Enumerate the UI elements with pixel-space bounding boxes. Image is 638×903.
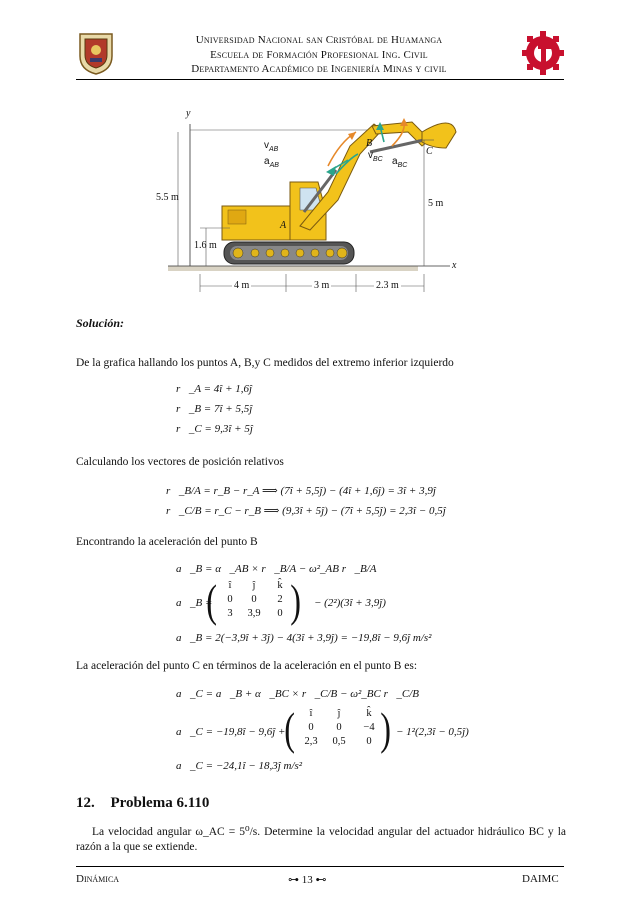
paragraph-relative-vectors: Calculando los vectores de posición relativos (76, 456, 284, 468)
y-axis-label: y (186, 108, 191, 119)
matrix2-right-paren: ) (380, 703, 392, 754)
section-number: 12. (76, 795, 95, 811)
matrix2-cell: 2,3 (304, 736, 318, 747)
label-v-bc: $v_{BC}$ (368, 150, 383, 163)
matrix-2 (298, 708, 384, 747)
matrix2-cell: 0,5 (332, 736, 346, 747)
section-title: Problema 6.110 (110, 795, 210, 811)
equation-a-c-1: a⃗_C = a⃗_B + α⃗_BC × r⃗_C/B − ω²_BC r⃗_C/B (176, 688, 420, 700)
paragraph-points: De la grafica hallando los puntos A, B,y C medidos del extremo inferior izquierdo (76, 357, 454, 369)
header-school: Escuela de Formación Profesional Ing. Civil (210, 49, 428, 61)
label-point-c: C (426, 146, 433, 157)
matrix1-cell: 0 (227, 594, 233, 605)
matrix2-cell: 0 (308, 722, 314, 733)
matrix1-cell: 0 (251, 594, 257, 605)
dim-5m: 5 m (428, 198, 444, 209)
matrix2-cell: k̂ (366, 708, 372, 719)
equation-r-ba: r⃗_B/A = r_B − r_A ⟹ (7î + 5,5ĵ) − (4î + 1,6ĵ) = 3î + 3,9ĵ (166, 485, 436, 497)
matrix1-right-paren: ) (290, 575, 302, 626)
footer-right: DAIMC (522, 873, 559, 885)
equation-r-b: r⃗_B = 7î + 5,5ĵ (176, 403, 253, 415)
paragraph-acceleration-b: Encontrando la aceleración del punto B (76, 536, 258, 548)
label-v-ab: $v_{AB}$ (264, 140, 279, 153)
dim-4m: 4 m (234, 280, 250, 291)
matrix1-cell: î (228, 580, 232, 591)
paragraph-problem-statement: La velocidad angular ω_AC = 5⁰/s. Determine la velocidad angular del actuador hidráulico BC y la razón a la que se extiende. (76, 826, 566, 853)
equation-a-c-2-lhs: a⃗_C = −19,8î − 9,6ĵ + (176, 726, 286, 738)
label-a-bc: $a_{BC}$ (392, 156, 408, 169)
header-rule (76, 79, 564, 80)
matrix-1 (220, 580, 292, 619)
equation-a-b-2-lhs: a⃗_B = (176, 597, 213, 609)
page-number: ⊶ 13 ⊷ (288, 874, 327, 886)
label-a-ab: $a_{AB}$ (264, 156, 279, 169)
matrix2-cell: −4 (363, 722, 375, 733)
equation-r-cb: r⃗_C/B = r_C − r_B ⟹ (9,3î + 5ĵ) − (7î + 5,5ĵ) = 2,3î − 0,5ĵ (166, 505, 446, 517)
matrix1-cell: 2 (277, 594, 283, 605)
dim-2-3m: 2.3 m (376, 280, 399, 291)
matrix2-cell: 0 (366, 736, 372, 747)
matrix2-cell: ĵ (337, 708, 341, 719)
dim-5-5m: 5.5 m (156, 192, 179, 203)
x-axis-label: x (452, 260, 457, 271)
equation-a-c-3: a⃗_C = −24,1î − 18,3ĵ m/s² (176, 760, 303, 772)
label-point-a: A (280, 220, 287, 231)
header-university: Universidad Nacional san Cristóbal de Huamanga (195, 34, 443, 46)
solution-heading: Solución: (76, 316, 125, 330)
footer-rule (76, 866, 564, 867)
dim-1-6m: 1.6 m (194, 240, 217, 251)
matrix1-cell: k̂ (277, 580, 283, 591)
equation-a-b-1: a⃗_B = α⃗_AB × r⃗_B/A − ω²_AB r⃗_B/A (176, 563, 377, 575)
dim-3m: 3 m (314, 280, 330, 291)
equation-r-c: r⃗_C = 9,3î + 5ĵ (176, 423, 253, 435)
equation-a-b-2-rhs: − (2²)(3î + 3,9ĵ) (314, 597, 386, 609)
matrix2-cell: î (309, 708, 313, 719)
matrix1-cell: 3,9 (247, 608, 261, 619)
matrix2-left-paren: ( (284, 703, 296, 754)
matrix2-cell: 0 (336, 722, 342, 733)
equation-r-a: r⃗_A = 4î + 1,6ĵ (176, 383, 253, 395)
equation-a-c-2-rhs: − 1²(2,3î − 0,5ĵ) (396, 726, 469, 738)
matrix1-cell: 0 (277, 608, 283, 619)
matrix1-cell: ĵ (252, 580, 256, 591)
department-gear-logo (522, 30, 564, 76)
excavator-figure (156, 102, 470, 302)
paragraph-acceleration-c: La aceleración del punto C en términos de la aceleración en el punto B es: (76, 660, 418, 672)
equation-a-b-3: a⃗_B = 2(−3,9î + 3ĵ) − 4(3î + 3,9ĵ) = −19,8î − 9,6ĵ m/s² (176, 632, 432, 644)
matrix1-left-paren: ( (206, 575, 218, 626)
header-department: Departamento Académico de Ingeniería Minas y civil (191, 63, 447, 75)
footer-left: Dinámica (76, 873, 120, 885)
label-point-b: B (366, 138, 373, 149)
section-heading (76, 795, 209, 812)
matrix1-cell: 3 (227, 608, 233, 619)
